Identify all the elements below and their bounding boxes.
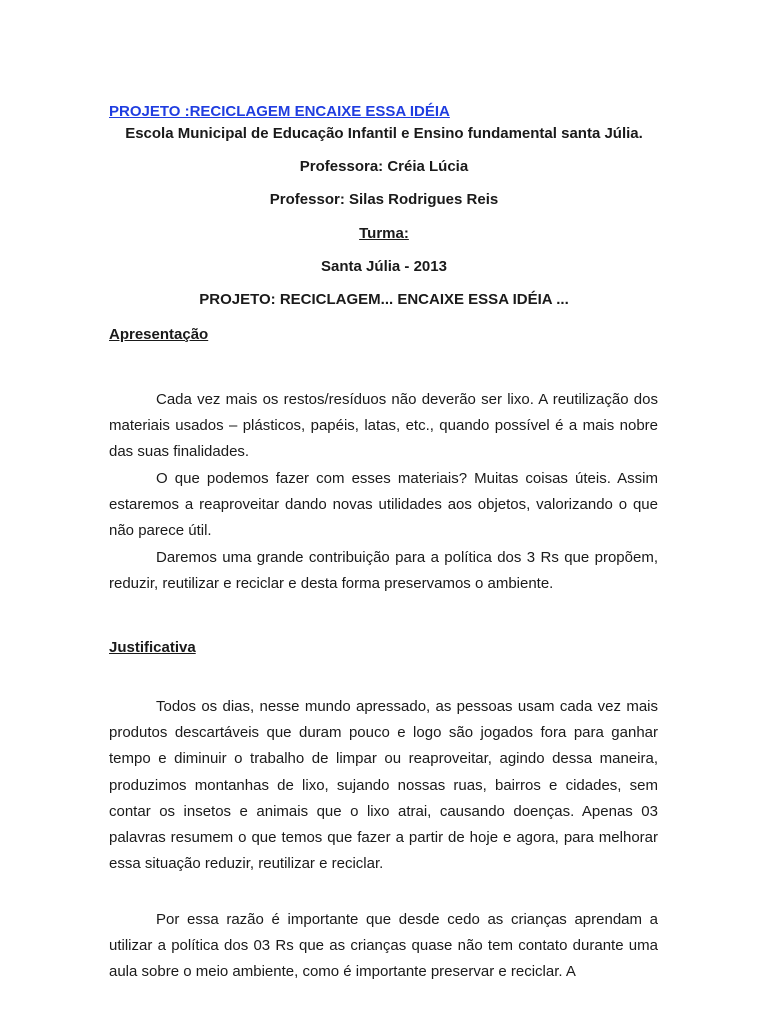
place-year: Santa Júlia - 2013	[321, 258, 447, 275]
justificativa-paragraph-2: Por essa razão é importante que desde cedo as crianças aprendam a utilizar a política dos 03 Rs que as crianças quase não tem contato durante uma aula sobre o meio ambiente, como é importante preservar e reciclar. A	[109, 911, 658, 981]
apresentacao-paragraph-2: O que podemos fazer com esses materiais? Muitas coisas úteis. Assim estaremos a reaproveitar dando novas utilidades aos objetos, valorizando o que não parece útil.	[109, 470, 658, 540]
heading-apresentacao: Apresentação	[109, 326, 209, 343]
class-label: Turma:	[359, 225, 409, 242]
project-title: PROJETO: RECICLAGEM... ENCAIXE ESSA IDÉIA ...	[199, 291, 569, 308]
heading-justificativa: Justificativa	[109, 639, 196, 656]
school-name: Escola Municipal de Educação Infantil e Ensino fundamental santa Júlia.	[125, 125, 643, 142]
apresentacao-paragraph-1: Cada vez mais os restos/resíduos não deverão ser lixo. A reutilização dos materiais usados – plásticos, papéis, latas, etc., quando possível é a mais nobre das suas finalidades.	[109, 391, 658, 461]
project-title-link[interactable]: PROJETO :RECICLAGEM ENCAIXE ESSA IDÉIA	[109, 103, 450, 120]
teacher-1: Professora: Créia Lúcia	[299, 158, 469, 175]
justificativa-paragraph-1: Todos os dias, nesse mundo apressado, as pessoas usam cada vez mais produtos descartáveis que duram pouco e logo são jogados fora para ganhar tempo e diminuir o trabalho de limpar ou reaproveitar, agindo dessa maneira, produzimos montanhas de lixo, sujando nossas ruas, bairros e cidades, sem contar os insetos e animais que o lixo atrai, causando doenças. Apenas 03 palavras resumem o que temos que fazer a partir de hoje e agora, para melhorar essa situação reduzir, reutilizar e reciclar.	[109, 698, 658, 873]
apresentacao-paragraph-3: Daremos uma grande contribuição para a política dos 3 Rs que propõem, reduzir, reutilizar e reciclar e desta forma preservamos o ambiente.	[109, 549, 658, 593]
teacher-2: Professor: Silas Rodrigues Reis	[269, 191, 499, 208]
